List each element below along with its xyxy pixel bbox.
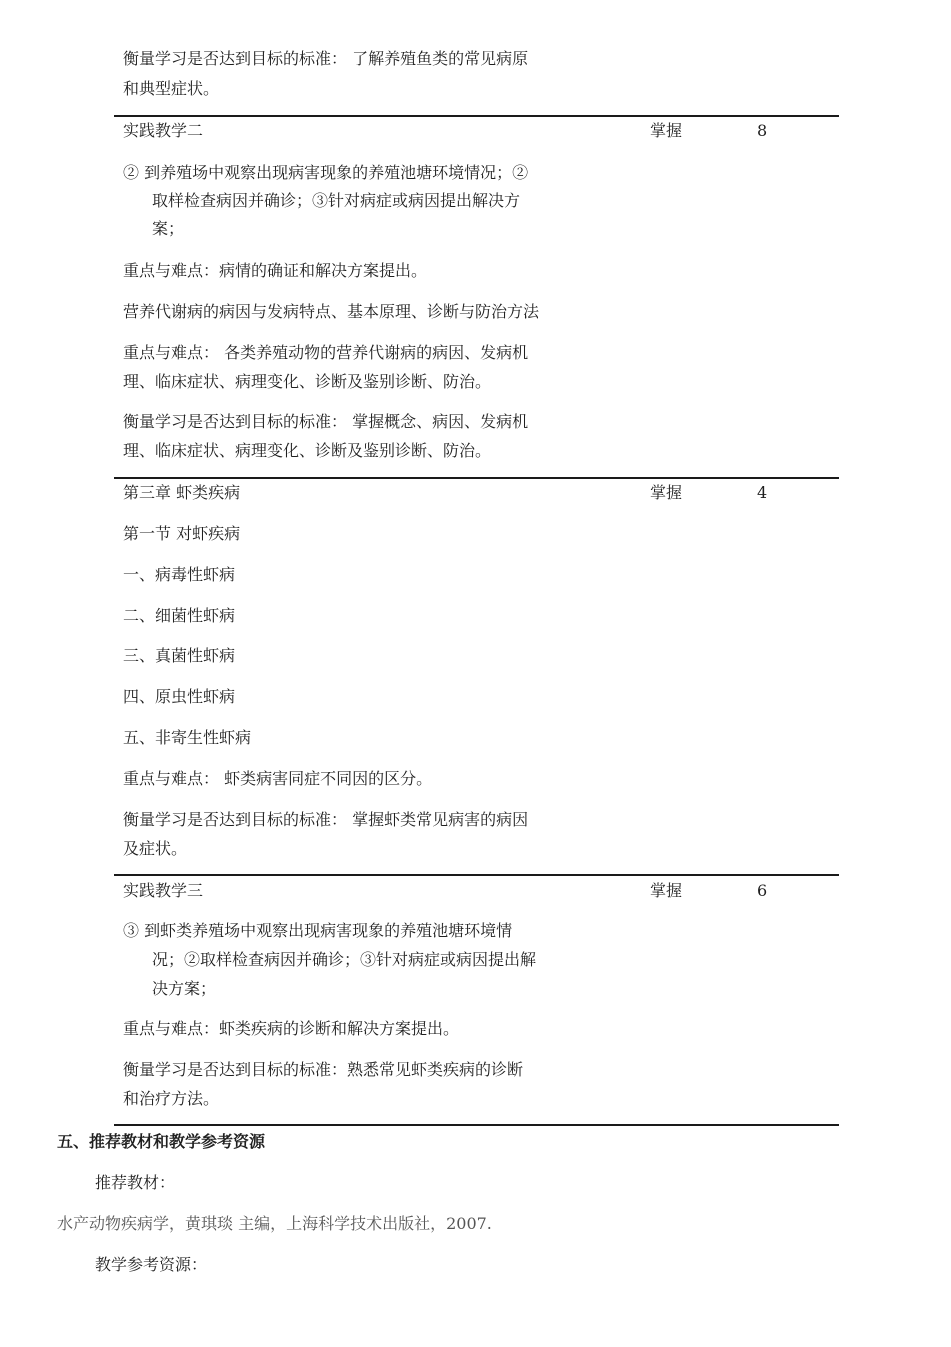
practice-item-line: 取样检查病因并确诊；③针对病症或病因提出解决方: [152, 191, 521, 210]
practice-title: 实践教学二: [123, 121, 204, 140]
measure-standard-line: 和治疗方法。: [123, 1089, 220, 1108]
topic-line: 营养代谢病的病因与发病特点、基本原理、诊断与防治方法: [123, 302, 540, 321]
key-difficulty: 重点与难点： 各类养殖动物的营养代谢病的病因、发病机: [123, 343, 529, 362]
list-item: 二、细菌性虾病: [123, 606, 236, 625]
key-difficulty: 重点与难点：虾类疾病的诊断和解决方案提出。: [123, 1019, 460, 1038]
measure-standard-line: 衡量学习是否达到目标的标准： 掌握概念、病因、发病机: [123, 412, 529, 431]
list-item: 一、病毒性虾病: [123, 565, 236, 584]
practice-item-line: 案；: [152, 219, 185, 238]
requirement-level: 掌握: [650, 121, 683, 140]
hours-value: 8: [757, 121, 768, 140]
practice-item-line: 况；②取样检查病因并确诊；③针对病症或病因提出解: [152, 950, 537, 969]
key-difficulty: 理、临床症状、病理变化、诊断及鉴别诊断、防治。: [123, 372, 492, 391]
list-item: 三、真菌性虾病: [123, 646, 236, 665]
practice-title: 实践教学三: [123, 881, 204, 900]
hours-value: 4: [757, 483, 768, 502]
list-item: 五、非寄生性虾病: [123, 728, 252, 747]
table-rule: [114, 1124, 839, 1126]
chapter-title: 第三章 虾类疾病: [123, 483, 241, 502]
textbook-citation: 水产动物疾病学，黄琪琰 主编，上海科学技术出版社，2007.: [57, 1214, 492, 1233]
practice-item-line: ③ 到虾类养殖场中观察出现病害现象的养殖池塘环境情: [123, 921, 513, 940]
list-item: 四、原虫性虾病: [123, 687, 236, 706]
requirement-level: 掌握: [650, 881, 683, 900]
measure-standard-line: 和典型症状。: [123, 79, 220, 98]
measure-standard-line: 衡量学习是否达到目标的标准：熟悉常见虾类疾病的诊断: [123, 1060, 524, 1079]
key-difficulty: 重点与难点： 虾类病害同症不同因的区分。: [123, 769, 433, 788]
resources-label: 教学参考资源：: [95, 1255, 208, 1274]
practice-item-line: 决方案；: [152, 979, 217, 998]
measure-standard-line: 及症状。: [123, 839, 188, 858]
section-title: 第一节 对虾疾病: [123, 524, 241, 543]
measure-standard-line: 衡量学习是否达到目标的标准： 掌握虾类常见病害的病因: [123, 810, 529, 829]
practice-item-line: ② 到养殖场中观察出现病害现象的养殖池塘环境情况；②: [123, 163, 529, 182]
table-rule: [114, 115, 839, 117]
key-difficulty: 重点与难点：病情的确证和解决方案提出。: [123, 261, 428, 280]
hours-value: 6: [757, 881, 768, 900]
measure-standard-line: 理、临床症状、病理变化、诊断及鉴别诊断、防治。: [123, 441, 492, 460]
section-heading: 五、推荐教材和教学参考资源: [57, 1132, 266, 1151]
measure-standard-line: 衡量学习是否达到目标的标准： 了解养殖鱼类的常见病原: [123, 49, 529, 68]
requirement-level: 掌握: [650, 483, 683, 502]
table-rule: [114, 874, 839, 876]
textbook-label: 推荐教材：: [95, 1173, 176, 1192]
